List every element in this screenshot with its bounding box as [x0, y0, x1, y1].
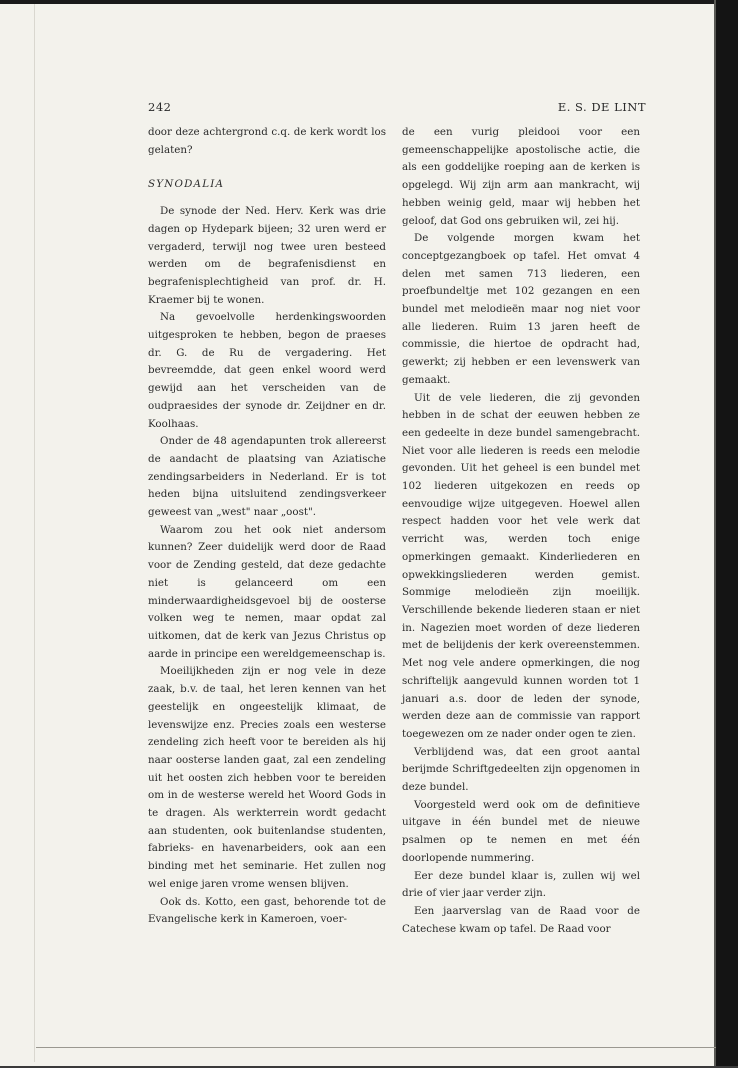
page-bottom-rule [36, 1047, 716, 1048]
right-column [402, 124, 640, 938]
page-number: 242 [148, 100, 172, 114]
paragraph: Verblijdend was, dat een groot aantal berijmde Schriftgedeelten zijn opgenomen in deze bundel. [402, 745, 640, 794]
intro-paragraph: door deze achtergrond c.q. de kerk wordt los gelaten? [148, 126, 386, 156]
paragraph: Na gevoelvolle herdenkingswoorden uitgesproken te hebben, begon de praeses dr. G. de Ru de vergadering. Het bevreemdde, dat geen enkel woord werd gewijd aan het verscheiden van de oudpraesides der synode dr. Zeijdner en dr. Koolhaas. [148, 311, 386, 430]
paragraph: Eer deze bundel klaar is, zullen wij wel drie of vier jaar verder zijn. [402, 869, 640, 900]
scan-edge-right [716, 0, 738, 1068]
running-head [148, 100, 646, 116]
paragraph: De synode der Ned. Herv. Kerk was drie dagen op Hydepark bijeen; 32 uren werd er vergaderd, terwijl nog twee uren besteed werden om de begrafenisdienst en begrafenisplechtigheid van prof. dr. H. Kraemer bij te wonen. [148, 205, 386, 306]
running-author: E. S. DE LINT [557, 100, 646, 114]
paragraph: Moeilijkheden zijn er nog vele in deze zaak, b.v. de taal, het leren kennen van het geestelijk en ongeestelijk klimaat, de levenswijze enz. Precies zoals een westerse zendeling zich heeft voor te bereiden als hij naar oosterse landen gaat, zal een zendeling uit het oosten zich hebben voor te bereiden om in de westerse wereld het Woord Gods in te dragen. Als werkterrein wordt gedacht aan studenten, ook buitenlandse studenten, fabrieks- en havenarbeiders, ook aan een binding met het seminarie. Het zullen nog wel enige jaren vrome wensen blijven. [148, 665, 386, 890]
scan-edge-top [0, 0, 738, 4]
paragraph: de een vurig pleidooi voor een gemeenschappelijke apostolische actie, die als een goddelijke roeping aan de kerken is opgelegd. Wij zijn arm aan mankracht, wij hebben weinig geld, maar wij hebben het geloof, dat God ons gebruiken wil, zei hij. [402, 126, 640, 227]
paragraph: Een jaarverslag van de Raad voor de Catechese kwam op tafel. De Raad voor [402, 904, 640, 935]
paragraph: Onder de 48 agendapunten trok allereerst de aandacht de plaatsing van Aziatische zendingsarbeiders in Nederland. Er is tot heden bijna uitsluitend zendingsverkeer geweest van „west" naar „oost". [148, 435, 386, 519]
paragraph: Ook ds. Kotto, een gast, behorende tot de Evangelische kerk in Kameroen, voer- [148, 895, 386, 926]
paragraph: Voorgesteld werd ook om de definitieve uitgave in één bundel met de nieuwe psalmen op te nemen en met één doorlopende nummering. [402, 798, 640, 864]
scan-edge-left [34, 4, 35, 1062]
paragraph: Uit de vele liederen, die zij gevonden hebben in de schat der eeuwen hebben ze een gedeelte in deze bundel samengebracht. Niet voor alle liederen is reeds een melodie gevonden. Uit het geheel is een bundel met 102 liederen uitgekozen en reeds op eenvoudige wijze uitgegeven. Hoewel allen respect hadden voor het vele werk dat verricht was, werden toch enige opmerkingen gemaakt. Kinderliederen en opwekkingsliederen werden gemist. Sommige melodieën zijn moeilijk. Verschillende bekende liederen staan er niet in. Nagezien moet worden of deze liederen met de belijdenis der kerk overeenstemmen. Met nog vele andere opmerkingen, die nog schriftelijk aangevuld kunnen worden tot 1 januari a.s. door de leden der synode, werden deze aan de commissie van rapport toegewezen om ze nader onder ogen te zien. [402, 391, 640, 740]
section-heading: SYNODALIA [148, 178, 225, 191]
paragraph: De volgende morgen kwam het conceptgezangboek op tafel. Het omvat 4 delen met samen 713 liederen, een proefbundeltje met 102 gezangen en een bundel met melodieën maar nog niet voor alle liederen. Ruim 13 jaren heeft de commissie, die hiertoe de opdracht had, gewerkt; zij hebben er een levenswerk van gemaakt. [402, 232, 640, 386]
paragraph: Waarom zou het ook niet andersom kunnen? Zeer duidelijk werd door de Raad voor de Zending gesteld, dat deze gedachte niet is gelanceerd om een minderwaardigheidsgevoel bij de oosterse volken weg te nemen, maar opdat zal uitkomen, dat de kerk van Jezus Christus op aarde in principe een wereldgemeenschap is. [148, 523, 386, 660]
left-column [148, 124, 386, 929]
